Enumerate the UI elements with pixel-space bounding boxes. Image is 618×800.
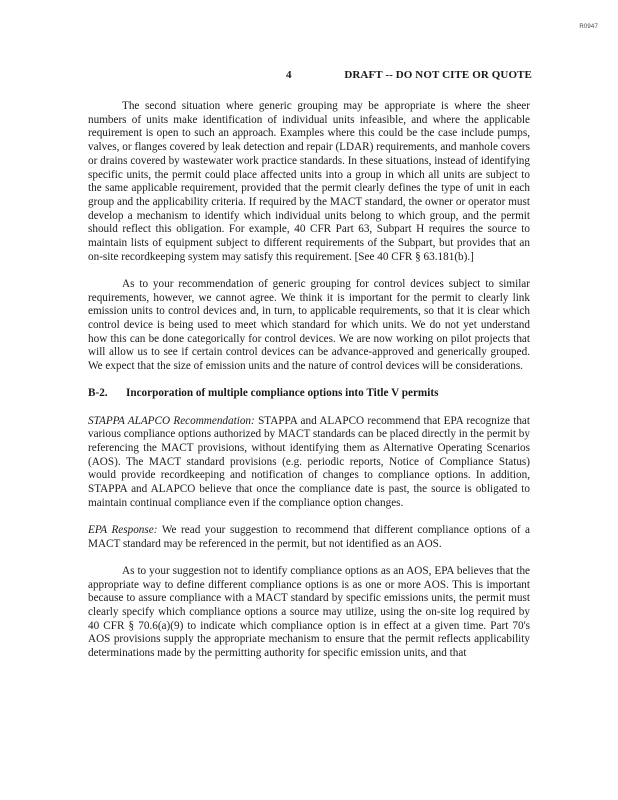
draft-notice: DRAFT -- DO NOT CITE OR QUOTE	[344, 69, 532, 81]
response-text: We read your suggestion to recommend that different compliance options of a MACT standard may be referenced in the permit, but not identified as an AOS.	[88, 523, 530, 550]
recommendation-lead: STAPPA ALAPCO Recommendation:	[88, 414, 255, 427]
paragraph-generic-grouping: The second situation where generic grouping may be appropriate is where the sheer numbers of units make identification of individual units infeasible, and where the applicable requirement is open to such an approach. Examples where this could be the case include pumps, valves, or flanges covered by leak detection and repair (LDAR) requirements, and manhole covers or drains covered by wastewater work practice standards. In these situations, instead of identifying specific units, the permit could place affected units into a group in which all units are subject to the same applicable requirement, provided that the permit clearly defines the type of unit in each group and the applicability criteria. If required by the MACT standard, the owner or operator must develop a mechanism to identify which individual units belong to which group, and the permit should reflect this obligation. For example, 40 CFR Part 63, Subpart H requires the source to maintain lists of equipment subject to different requirements of the Subpart, but provides that an on-site recordkeeping system may satisfy this requirement. [See 40 CFR § 63.181(b).]	[88, 100, 530, 263]
body-text	[88, 100, 530, 674]
section-heading	[88, 387, 530, 401]
recommendation-text: STAPPA and ALAPCO recommend that EPA recognize that various compliance options authorized by MACT standards can be placed directly in the permit by referencing the MACT provisions, without identifying them as Alternative Operating Scenarios (AOS). The MACT standard provisions (e.g. periodic reports, Notice of Compliance Status) would provide recordkeeping and notification of changes to compliance options. In addition, STAPPA and ALAPCO believe that once the compliance date is past, the source is obligated to maintain continual compliance even if the compliance option changes.	[88, 414, 530, 509]
paragraph-epa-response	[88, 524, 530, 551]
paragraph-aos: As to your suggestion not to identify compliance options as an AOS, EPA believes that the appropriate way to define different compliance options is as one or more AOS. This is important because to assure compliance with a MACT standard by specific emissions units, the permit must clearly specify which compliance options a source may utilize, using the on-site log required by 40 CFR § 70.6(a)(9) to indicate which compliance option is in effect at a given time. Part 70's AOS provisions supply the appropriate mechanism to ensure that the permit reflects applicability determinations made by the permitting authority for specific emission units, and that	[88, 564, 530, 660]
section-title: Incorporation of multiple compliance options into Title V permits	[126, 387, 439, 400]
paragraph-control-devices: As to your recommendation of generic grouping for control devices subject to similar requirements, however, we cannot agree. We think it is important for the permit to clearly link emission units to control devices and, in turn, to applicable requirements, so that it is clear which control device is being used to meet which standard for which units. We do not yet understand how this can be done categorically for control devices. We are now working on pilot projects that will allow us to see if certain control devices can be advance-approved and generically grouped. We expect that the size of emission units and the nature of control devices will be considerations.	[88, 277, 530, 373]
response-lead: EPA Response:	[88, 523, 158, 536]
paragraph-recommendation	[88, 415, 530, 511]
page-stamp: R0947	[579, 24, 598, 30]
page-number: 4	[286, 69, 292, 81]
section-number: B-2.	[88, 387, 108, 400]
